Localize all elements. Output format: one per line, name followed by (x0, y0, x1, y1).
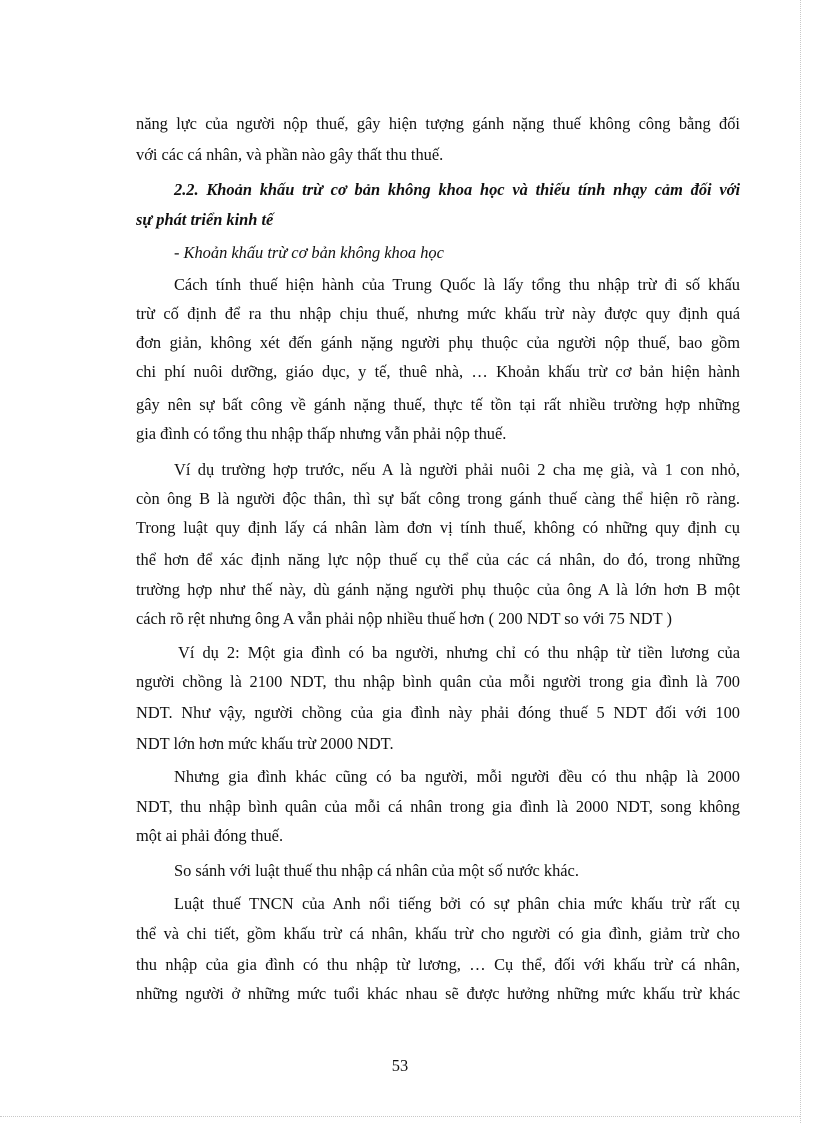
body-line: Luật thuế TNCN của Anh nổi tiếng bởi có sự phân chia mức khấu trừ rất cụ (174, 894, 740, 913)
body-line: chi phí nuôi dưỡng, giáo dục, y tế, thuê nhà, … Khoản khấu trừ cơ bản hiện hành (136, 362, 740, 381)
body-line: một ai phải đóng thuế. (136, 826, 284, 845)
body-line: Ví dụ trường hợp trước, nếu A là người phải nuôi 2 cha mẹ già, và 1 con nhỏ, (174, 460, 740, 479)
body-line: thể hơn để xác định năng lực nộp thuế cụ thể của các cá nhân, do đó, trong những (136, 550, 740, 569)
body-line: thể và chi tiết, gồm khấu trừ cá nhân, khấu trừ cho người có gia đình, giảm trừ cho (136, 924, 740, 943)
section-heading: sự phát triển kinh tế (136, 210, 274, 229)
body-line: trường hợp như thế này, dù gánh nặng người phụ thuộc của ông A là lớn hơn B một (136, 580, 740, 599)
page-border-right (800, 0, 801, 1123)
body-line: những người ở những mức tuổi khác nhau sẽ được hưởng những mức khấu trừ khác (136, 984, 740, 1003)
body-line: với các cá nhân, và phần nào gây thất thu thuế. (136, 145, 444, 164)
body-line: Ví dụ 2: Một gia đình có ba người, nhưng chỉ có thu nhập từ tiền lương của (178, 643, 740, 662)
subheading: - Khoản khấu trừ cơ bản không khoa học (174, 243, 444, 262)
section-heading: 2.2. Khoản khấu trừ cơ bản không khoa học và thiếu tính nhạy cảm đối với (174, 180, 740, 199)
body-line: NDT lớn hơn mức khấu trừ 2000 NDT. (136, 734, 394, 753)
body-line: năng lực của người nộp thuế, gây hiện tượng gánh nặng thuế không công bằng đối (136, 114, 740, 133)
body-line: còn ông B là người độc thân, thì sự bất công trong gánh thuế càng thể hiện rõ ràng. (136, 489, 740, 508)
body-line: cách rõ rệt nhưng ông A vẫn phải nộp nhiều thuế hơn ( 200 NDT so với 75 NDT ) (136, 609, 672, 628)
body-line: gây nên sự bất công về gánh nặng thuế, thực tế tồn tại rất nhiều trường hợp những (136, 395, 740, 414)
body-line: NDT, thu nhập bình quân của mỗi cá nhân trong gia đình là 2000 NDT, song không (136, 797, 740, 816)
body-line: Trong luật quy định lấy cá nhân làm đơn vị tính thuế, không có những quy định cụ (136, 518, 740, 537)
page-border-bottom (0, 1116, 800, 1117)
body-line: trừ cố định để ra thu nhập chịu thuế, nhưng mức khấu trừ này được quy định quá (136, 304, 740, 323)
body-line: thu nhập của gia đình có thu nhập từ lương, … Cụ thể, đối với khấu trừ cá nhân, (136, 955, 740, 974)
body-line: người chồng là 2100 NDT, thu nhập bình quân của mỗi người trong gia đình là 700 (136, 672, 740, 691)
body-line: gia đình có tổng thu nhập thấp nhưng vẫn phải nộp thuế. (136, 424, 507, 443)
body-line: So sánh với luật thuế thu nhập cá nhân của một số nước khác. (174, 861, 579, 880)
body-line: đơn giản, không xét đến gánh nặng người phụ thuộc của người nộp thuế, bao gồm (136, 333, 740, 352)
page-number: 53 (391, 1056, 409, 1075)
body-line: NDT. Như vậy, người chồng của gia đình này phải đóng thuế 5 NDT đối với 100 (136, 703, 740, 722)
body-line: Nhưng gia đình khác cũng có ba người, mỗi người đều có thu nhập là 2000 (174, 767, 740, 786)
body-line: Cách tính thuế hiện hành của Trung Quốc là lấy tổng thu nhập trừ đi số khấu (174, 275, 740, 294)
